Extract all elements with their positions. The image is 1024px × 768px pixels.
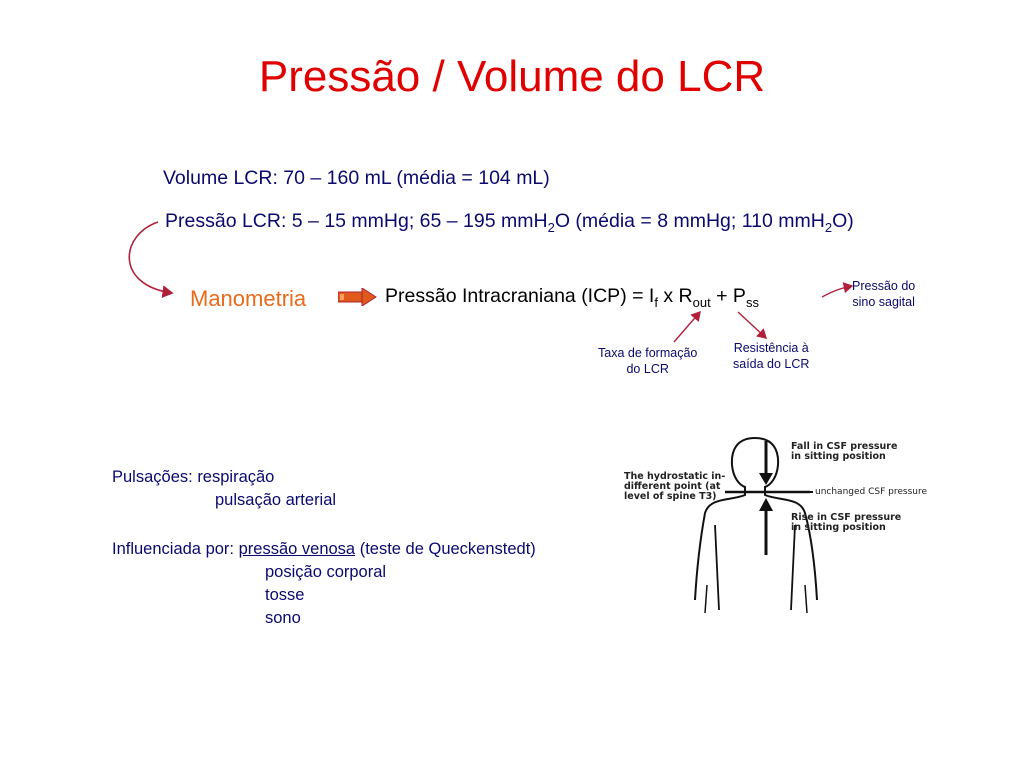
pulsacoes-item2: pulsação arterial (215, 491, 337, 509)
taxa-arrow (674, 312, 700, 342)
manometria-label: Manometria (190, 286, 307, 311)
influenciada-line: Influenciada por: pressão venosa (teste de Queckenstedt) (112, 540, 536, 558)
pss-annotation: Pressão do sino sagital (852, 279, 916, 309)
influenciada-item4: sono (265, 609, 301, 627)
curved-arrow (129, 222, 172, 293)
right-arrow-icon (338, 288, 378, 306)
taxa-annotation: Taxa de formação do LCR (598, 346, 698, 376)
volume-line: Volume LCR: 70 – 160 mL (média = 104 mL) (163, 167, 550, 189)
influenciada-item2: posição corporal (265, 563, 387, 581)
icp-formula: Pressão Intracraniana $(ICP) = I_f$ x $R_{out} + P_{ss}$ (385, 285, 759, 310)
hydrostatic-label: The hydrostatic in- different point (at level of spine T3) (624, 471, 726, 502)
rise-label: Rise in CSF pressure in sitting position (791, 512, 902, 533)
fall-label: Fall in CSF pressure in sitting position (791, 441, 898, 462)
pressao-venosa: pressão venosa (238, 540, 356, 558)
resistencia-annotation: Resistência à saída do LCR (733, 341, 810, 371)
res-arrow (738, 312, 766, 338)
pressure-line: Pressão LCR: 5 – 15 mmHg; 65 – 195 mmH$_2$O (média = 8 mmHg; 110 mmH$_2$O) (165, 210, 854, 235)
unchanged-label: unchanged CSF pressure (815, 487, 928, 497)
pulsacoes-line: Pulsações: respiração (112, 468, 275, 486)
pss-arrow (822, 286, 852, 297)
influenciada-item3: tosse (265, 586, 305, 604)
slide-title: Pressão / Volume do LCR (258, 52, 766, 101)
